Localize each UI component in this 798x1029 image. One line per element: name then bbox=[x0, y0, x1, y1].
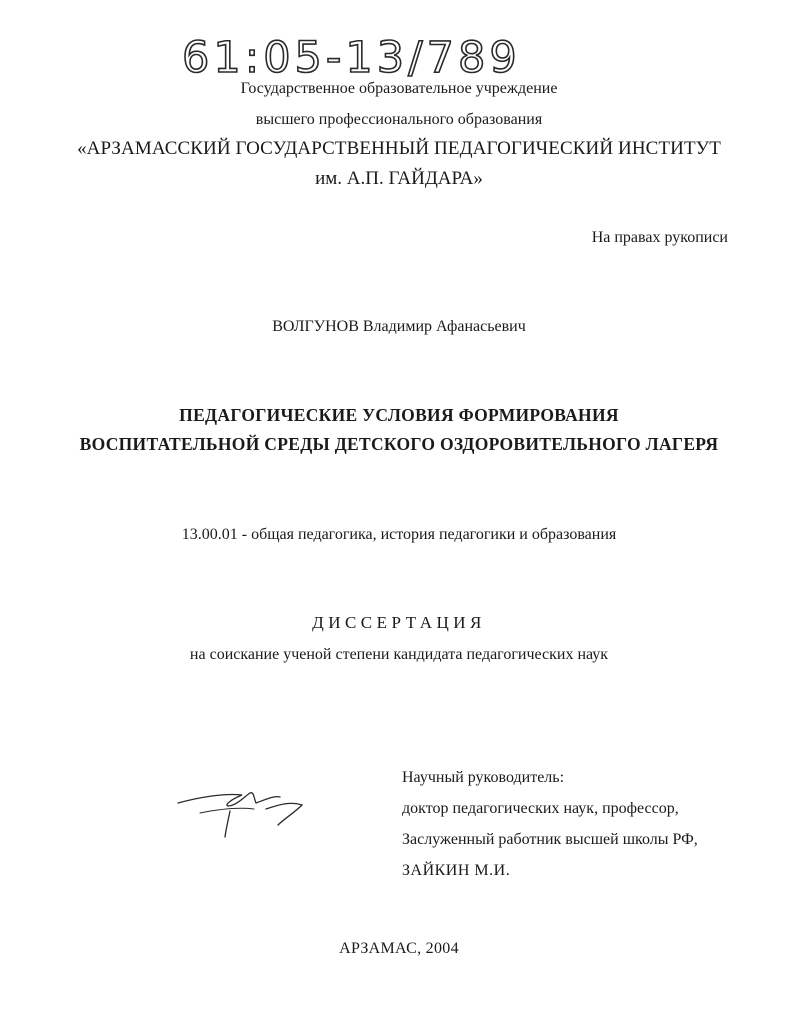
document-type: ДИССЕРТАЦИЯ bbox=[312, 613, 486, 632]
manuscript-note: На правах рукописи bbox=[591, 229, 728, 246]
handwritten-catalog-number-text: 61:05-13/789 bbox=[182, 33, 521, 82]
supervisor-block bbox=[402, 762, 698, 886]
dissertation-title-line-1: ПЕДАГОГИЧЕСКИЕ УСЛОВИЯ ФОРМИРОВАНИЯ bbox=[179, 405, 619, 425]
supervisor-degree: доктор педагогических наук, профессор, bbox=[402, 800, 679, 817]
institution-type: Государственное образовательное учреждение bbox=[240, 80, 558, 97]
supervisor-label: Научный руководитель: bbox=[402, 769, 565, 786]
degree-sought: на соискание ученой степени кандидата педагогических наук bbox=[189, 646, 609, 663]
supervisor-honor: Заслуженный работник высшей школы РФ, bbox=[402, 831, 698, 848]
handwritten-catalog-number bbox=[180, 26, 550, 82]
city-and-year: АРЗАМАС, 2004 bbox=[339, 940, 459, 957]
institution-named-after: им. А.П. ГАЙДАРА» bbox=[315, 168, 483, 189]
specialty-code: 13.00.01 - общая педагогика, история педагогики и образования bbox=[181, 526, 617, 543]
institution-name: «АРЗАМАССКИЙ ГОСУДАРСТВЕННЫЙ ПЕДАГОГИЧЕСКИЙ ИНСТИТУТ bbox=[77, 138, 721, 159]
dissertation-title-line-2: ВОСПИТАТЕЛЬНОЙ СРЕДЫ ДЕТСКОГО ОЗДОРОВИТЕЛЬНОГО ЛАГЕРЯ bbox=[79, 434, 719, 454]
author-signature bbox=[170, 775, 320, 845]
author-name: ВОЛГУНОВ Владимир Афанасьевич bbox=[272, 318, 526, 335]
institution-level: высшего профессионального образования bbox=[255, 111, 543, 128]
supervisor-name: ЗАЙКИН М.И. bbox=[402, 862, 511, 879]
